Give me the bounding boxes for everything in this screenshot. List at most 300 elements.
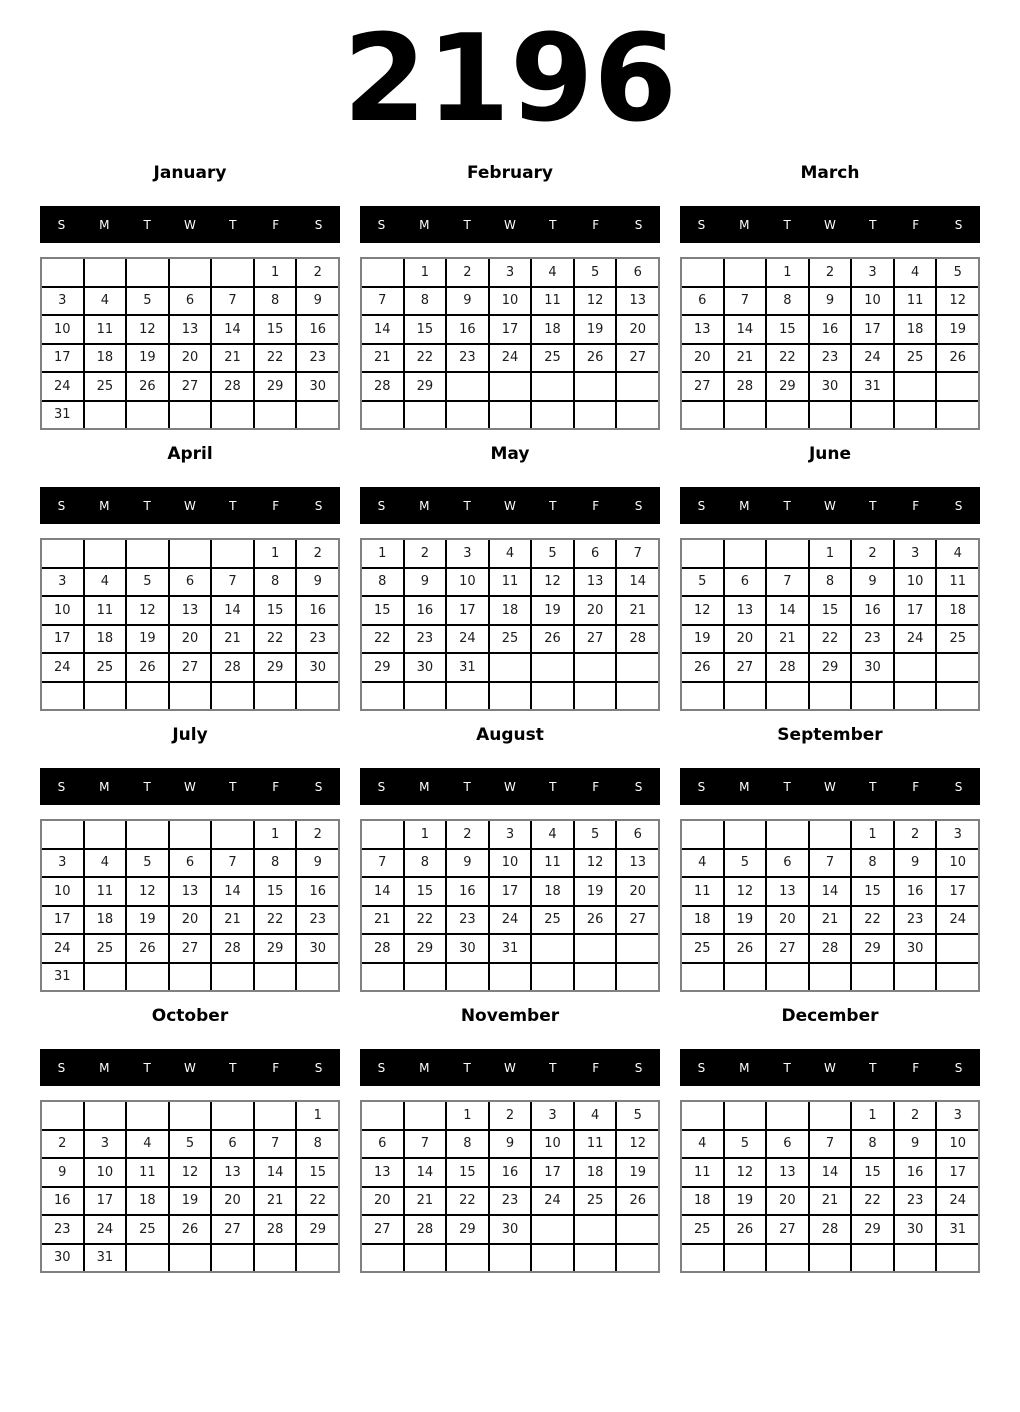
month-title: October — [151, 1006, 229, 1026]
date-cell: 29 — [852, 935, 893, 962]
date-cell: 20 — [617, 878, 658, 905]
month-title: May — [490, 444, 530, 464]
date-cell: 2 — [852, 540, 893, 567]
empty-date-cell — [725, 402, 766, 429]
date-cell: 16 — [297, 878, 338, 905]
empty-date-cell — [170, 1245, 211, 1272]
date-cell: 8 — [405, 850, 446, 877]
date-cell: 16 — [490, 1159, 531, 1186]
date-cell: 3 — [85, 1131, 126, 1158]
date-cell: 7 — [255, 1131, 296, 1158]
weekday-label: F — [272, 779, 280, 794]
date-cell: 5 — [127, 569, 168, 596]
date-cell: 4 — [127, 1131, 168, 1158]
date-cell: 18 — [937, 597, 978, 624]
weekday-label: S — [314, 1060, 323, 1075]
date-cell: 27 — [725, 654, 766, 681]
date-cell: 7 — [725, 288, 766, 315]
empty-date-cell — [85, 402, 126, 429]
date-cell: 23 — [895, 907, 936, 934]
date-cell: 13 — [575, 569, 616, 596]
date-cell: 1 — [297, 1102, 338, 1129]
empty-date-cell — [725, 259, 766, 286]
month-title: January — [153, 163, 227, 183]
date-cell: 18 — [682, 1188, 723, 1215]
date-cell: 3 — [852, 259, 893, 286]
date-cell: 19 — [127, 907, 168, 934]
date-cell: 29 — [255, 654, 296, 681]
date-cell: 28 — [810, 935, 851, 962]
date-cell: 10 — [42, 597, 83, 624]
date-cell: 25 — [575, 1188, 616, 1215]
date-cell: 28 — [362, 373, 403, 400]
empty-date-cell — [127, 683, 168, 710]
weekday-label: F — [592, 217, 600, 232]
date-cell: 24 — [532, 1188, 573, 1215]
date-cell: 22 — [255, 345, 296, 372]
date-cell: 10 — [447, 569, 488, 596]
date-cell: 30 — [297, 935, 338, 962]
date-cell: 17 — [42, 626, 83, 653]
date-cell: 17 — [895, 597, 936, 624]
empty-date-cell — [447, 402, 488, 429]
date-cell: 23 — [895, 1188, 936, 1215]
date-cell: 28 — [255, 1216, 296, 1243]
date-cell: 1 — [255, 540, 296, 567]
empty-date-cell — [85, 683, 126, 710]
date-cell: 22 — [362, 626, 403, 653]
date-cell: 13 — [170, 878, 211, 905]
date-cell: 22 — [405, 345, 446, 372]
weekday-label: T — [783, 217, 791, 232]
date-cell: 21 — [212, 345, 253, 372]
empty-date-cell — [937, 1245, 978, 1272]
empty-date-cell — [212, 1245, 253, 1272]
empty-date-cell — [170, 259, 211, 286]
date-cell: 23 — [405, 626, 446, 653]
date-cell: 1 — [362, 540, 403, 567]
weekday-label: T — [869, 779, 877, 794]
date-cell: 15 — [767, 316, 808, 343]
date-cell: 29 — [362, 654, 403, 681]
weekday-label: T — [463, 217, 471, 232]
date-cell: 15 — [447, 1159, 488, 1186]
date-cell: 23 — [447, 907, 488, 934]
date-grid — [40, 257, 340, 430]
weekday-label: T — [143, 217, 151, 232]
date-cell: 13 — [767, 878, 808, 905]
date-cell: 11 — [895, 288, 936, 315]
month-block-march — [680, 160, 980, 430]
empty-date-cell — [127, 402, 168, 429]
month-title: June — [808, 444, 852, 464]
date-cell: 25 — [532, 907, 573, 934]
month-block-october — [40, 1003, 340, 1273]
date-cell: 20 — [767, 1188, 808, 1215]
empty-date-cell — [937, 935, 978, 962]
date-cell: 20 — [575, 597, 616, 624]
empty-date-cell — [617, 683, 658, 710]
date-cell: 19 — [575, 316, 616, 343]
date-cell: 23 — [810, 345, 851, 372]
date-cell: 30 — [895, 1216, 936, 1243]
date-cell: 3 — [532, 1102, 573, 1129]
date-cell: 17 — [937, 1159, 978, 1186]
empty-date-cell — [170, 821, 211, 848]
weekday-label: M — [99, 217, 110, 232]
date-cell: 28 — [617, 626, 658, 653]
date-cell: 22 — [767, 345, 808, 372]
date-cell: 10 — [42, 316, 83, 343]
date-cell: 13 — [170, 316, 211, 343]
empty-date-cell — [852, 683, 893, 710]
empty-date-cell — [532, 402, 573, 429]
date-cell: 7 — [212, 569, 253, 596]
date-cell: 3 — [42, 288, 83, 315]
date-cell: 7 — [362, 288, 403, 315]
empty-date-cell — [532, 1245, 573, 1272]
date-grid — [680, 538, 980, 711]
date-cell: 5 — [170, 1131, 211, 1158]
date-cell: 11 — [682, 1159, 723, 1186]
date-cell: 4 — [85, 288, 126, 315]
empty-date-cell — [362, 402, 403, 429]
date-cell: 26 — [127, 373, 168, 400]
empty-date-cell — [170, 964, 211, 991]
date-cell: 1 — [852, 821, 893, 848]
empty-date-cell — [490, 654, 531, 681]
date-cell: 2 — [297, 259, 338, 286]
empty-date-cell — [405, 402, 446, 429]
date-cell: 7 — [617, 540, 658, 567]
empty-date-cell — [490, 964, 531, 991]
empty-date-cell — [362, 1102, 403, 1129]
weekday-label: W — [504, 217, 516, 232]
empty-date-cell — [682, 683, 723, 710]
date-cell: 4 — [85, 569, 126, 596]
empty-date-cell — [255, 1245, 296, 1272]
empty-date-cell — [170, 540, 211, 567]
empty-date-cell — [42, 259, 83, 286]
date-cell: 12 — [725, 878, 766, 905]
empty-date-cell — [725, 1102, 766, 1129]
date-cell: 1 — [852, 1102, 893, 1129]
date-cell: 12 — [127, 597, 168, 624]
date-cell: 2 — [405, 540, 446, 567]
weekday-label: W — [184, 779, 196, 794]
weekday-header — [360, 1049, 660, 1086]
weekday-label: M — [739, 779, 750, 794]
date-cell: 1 — [255, 821, 296, 848]
empty-date-cell — [767, 402, 808, 429]
date-cell: 30 — [447, 935, 488, 962]
date-cell: 9 — [895, 1131, 936, 1158]
date-cell: 21 — [617, 597, 658, 624]
date-cell: 20 — [682, 345, 723, 372]
date-cell: 27 — [682, 373, 723, 400]
weekday-label: T — [143, 498, 151, 513]
weekday-label: M — [99, 498, 110, 513]
date-cell: 24 — [42, 935, 83, 962]
weekday-label: M — [419, 498, 430, 513]
weekday-label: T — [783, 1060, 791, 1075]
date-cell: 6 — [212, 1131, 253, 1158]
weekday-label: F — [272, 1060, 280, 1075]
month-block-november — [360, 1003, 660, 1273]
month-block-january — [40, 160, 340, 430]
date-cell: 3 — [895, 540, 936, 567]
date-cell: 8 — [767, 288, 808, 315]
date-cell: 8 — [362, 569, 403, 596]
empty-date-cell — [297, 683, 338, 710]
weekday-label: T — [463, 1060, 471, 1075]
empty-date-cell — [532, 1216, 573, 1243]
empty-date-cell — [212, 1102, 253, 1129]
date-cell: 12 — [937, 288, 978, 315]
weekday-label: T — [143, 1060, 151, 1075]
empty-date-cell — [255, 964, 296, 991]
weekday-label: F — [912, 498, 920, 513]
empty-date-cell — [170, 683, 211, 710]
weekday-label: S — [57, 779, 66, 794]
date-cell: 27 — [767, 935, 808, 962]
date-cell: 18 — [575, 1159, 616, 1186]
empty-date-cell — [42, 540, 83, 567]
empty-date-cell — [447, 1245, 488, 1272]
date-cell: 15 — [255, 878, 296, 905]
empty-date-cell — [127, 821, 168, 848]
date-cell: 22 — [297, 1188, 338, 1215]
month-title: July — [172, 725, 208, 745]
weekday-label: S — [377, 779, 386, 794]
date-cell: 27 — [212, 1216, 253, 1243]
date-cell: 3 — [937, 821, 978, 848]
date-cell: 16 — [297, 316, 338, 343]
date-cell: 26 — [127, 935, 168, 962]
empty-date-cell — [810, 683, 851, 710]
date-cell: 16 — [810, 316, 851, 343]
date-cell: 6 — [170, 569, 211, 596]
date-cell: 13 — [617, 288, 658, 315]
date-cell: 6 — [617, 821, 658, 848]
date-cell: 27 — [617, 345, 658, 372]
weekday-label: S — [954, 1060, 963, 1075]
empty-date-cell — [575, 964, 616, 991]
date-cell: 19 — [725, 1188, 766, 1215]
date-cell: 28 — [810, 1216, 851, 1243]
date-cell: 9 — [405, 569, 446, 596]
weekday-label: S — [57, 217, 66, 232]
empty-date-cell — [42, 1102, 83, 1129]
date-cell: 4 — [682, 1131, 723, 1158]
weekday-label: S — [634, 217, 643, 232]
weekday-label: W — [504, 1060, 516, 1075]
date-cell: 26 — [575, 345, 616, 372]
weekday-label: S — [634, 498, 643, 513]
date-cell: 14 — [362, 878, 403, 905]
month-title: February — [466, 163, 554, 183]
empty-date-cell — [575, 1245, 616, 1272]
date-cell: 15 — [810, 597, 851, 624]
empty-date-cell — [895, 964, 936, 991]
date-cell: 13 — [767, 1159, 808, 1186]
date-cell: 10 — [937, 1131, 978, 1158]
date-cell: 7 — [362, 850, 403, 877]
empty-date-cell — [617, 964, 658, 991]
weekday-header — [360, 487, 660, 524]
date-cell: 19 — [127, 626, 168, 653]
date-cell: 14 — [617, 569, 658, 596]
weekday-label: W — [824, 217, 836, 232]
month-title: April — [167, 444, 213, 464]
date-grid — [40, 1100, 340, 1273]
weekday-label: W — [824, 1060, 836, 1075]
date-cell: 10 — [852, 288, 893, 315]
date-cell: 7 — [212, 288, 253, 315]
date-cell: 2 — [895, 821, 936, 848]
empty-date-cell — [447, 964, 488, 991]
weekday-label: F — [272, 498, 280, 513]
date-cell: 14 — [810, 878, 851, 905]
weekday-header — [40, 487, 340, 524]
date-cell: 26 — [682, 654, 723, 681]
date-cell: 6 — [682, 288, 723, 315]
date-cell: 5 — [682, 569, 723, 596]
empty-date-cell — [127, 259, 168, 286]
weekday-label: T — [783, 498, 791, 513]
date-cell: 1 — [405, 821, 446, 848]
date-cell: 11 — [682, 878, 723, 905]
date-cell: 17 — [85, 1188, 126, 1215]
date-cell: 3 — [937, 1102, 978, 1129]
weekday-label: S — [377, 217, 386, 232]
date-cell: 5 — [937, 259, 978, 286]
date-cell: 29 — [255, 935, 296, 962]
date-cell: 2 — [490, 1102, 531, 1129]
empty-date-cell — [575, 654, 616, 681]
date-cell: 23 — [852, 626, 893, 653]
date-cell: 24 — [42, 373, 83, 400]
date-cell: 12 — [127, 316, 168, 343]
date-cell: 20 — [725, 626, 766, 653]
date-cell: 7 — [212, 850, 253, 877]
date-cell: 4 — [85, 850, 126, 877]
date-cell: 16 — [852, 597, 893, 624]
weekday-label: M — [739, 498, 750, 513]
empty-date-cell — [297, 402, 338, 429]
date-cell: 22 — [447, 1188, 488, 1215]
date-cell: 17 — [532, 1159, 573, 1186]
date-cell: 10 — [490, 850, 531, 877]
weekday-label: T — [549, 1060, 557, 1075]
weekday-label: M — [739, 217, 750, 232]
weekday-label: T — [869, 217, 877, 232]
date-cell: 17 — [937, 878, 978, 905]
month-block-december — [680, 1003, 980, 1273]
date-grid — [360, 257, 660, 430]
weekday-label: S — [57, 498, 66, 513]
date-cell: 20 — [617, 316, 658, 343]
empty-date-cell — [532, 935, 573, 962]
date-cell: 5 — [127, 288, 168, 315]
date-cell: 26 — [127, 654, 168, 681]
weekday-label: W — [184, 217, 196, 232]
date-cell: 21 — [405, 1188, 446, 1215]
weekday-label: W — [824, 779, 836, 794]
date-cell: 13 — [170, 597, 211, 624]
date-cell: 7 — [405, 1131, 446, 1158]
date-cell: 13 — [682, 316, 723, 343]
date-cell: 26 — [170, 1216, 211, 1243]
empty-date-cell — [490, 373, 531, 400]
date-cell: 23 — [42, 1216, 83, 1243]
date-cell: 11 — [490, 569, 531, 596]
empty-date-cell — [810, 821, 851, 848]
date-cell: 24 — [895, 626, 936, 653]
date-cell: 31 — [490, 935, 531, 962]
date-cell: 25 — [85, 654, 126, 681]
date-cell: 25 — [127, 1216, 168, 1243]
date-cell: 24 — [85, 1216, 126, 1243]
month-title: September — [777, 725, 883, 745]
date-cell: 25 — [682, 935, 723, 962]
empty-date-cell — [682, 821, 723, 848]
date-cell: 31 — [937, 1216, 978, 1243]
date-cell: 9 — [297, 288, 338, 315]
month-title: December — [781, 1006, 879, 1026]
weekday-label: S — [697, 498, 706, 513]
empty-date-cell — [895, 654, 936, 681]
empty-date-cell — [362, 683, 403, 710]
empty-date-cell — [810, 964, 851, 991]
date-cell: 2 — [42, 1131, 83, 1158]
date-cell: 14 — [405, 1159, 446, 1186]
date-cell: 22 — [852, 1188, 893, 1215]
date-cell: 15 — [362, 597, 403, 624]
empty-date-cell — [767, 964, 808, 991]
empty-date-cell — [767, 540, 808, 567]
weekday-label: F — [592, 779, 600, 794]
date-cell: 24 — [937, 907, 978, 934]
date-cell: 28 — [212, 654, 253, 681]
date-cell: 11 — [937, 569, 978, 596]
date-cell: 8 — [810, 569, 851, 596]
empty-date-cell — [447, 373, 488, 400]
date-cell: 9 — [447, 288, 488, 315]
empty-date-cell — [85, 1102, 126, 1129]
date-cell: 25 — [85, 373, 126, 400]
date-cell: 29 — [852, 1216, 893, 1243]
empty-date-cell — [725, 683, 766, 710]
date-cell: 30 — [405, 654, 446, 681]
date-cell: 8 — [297, 1131, 338, 1158]
date-cell: 18 — [895, 316, 936, 343]
empty-date-cell — [85, 540, 126, 567]
date-cell: 15 — [852, 1159, 893, 1186]
date-cell: 5 — [725, 1131, 766, 1158]
empty-date-cell — [255, 1102, 296, 1129]
date-cell: 19 — [575, 878, 616, 905]
date-cell: 5 — [725, 850, 766, 877]
date-cell: 15 — [297, 1159, 338, 1186]
date-cell: 25 — [85, 935, 126, 962]
empty-date-cell — [85, 259, 126, 286]
empty-date-cell — [767, 1245, 808, 1272]
date-cell: 28 — [212, 373, 253, 400]
date-cell: 3 — [447, 540, 488, 567]
month-block-july — [40, 722, 340, 992]
month-block-august — [360, 722, 660, 992]
